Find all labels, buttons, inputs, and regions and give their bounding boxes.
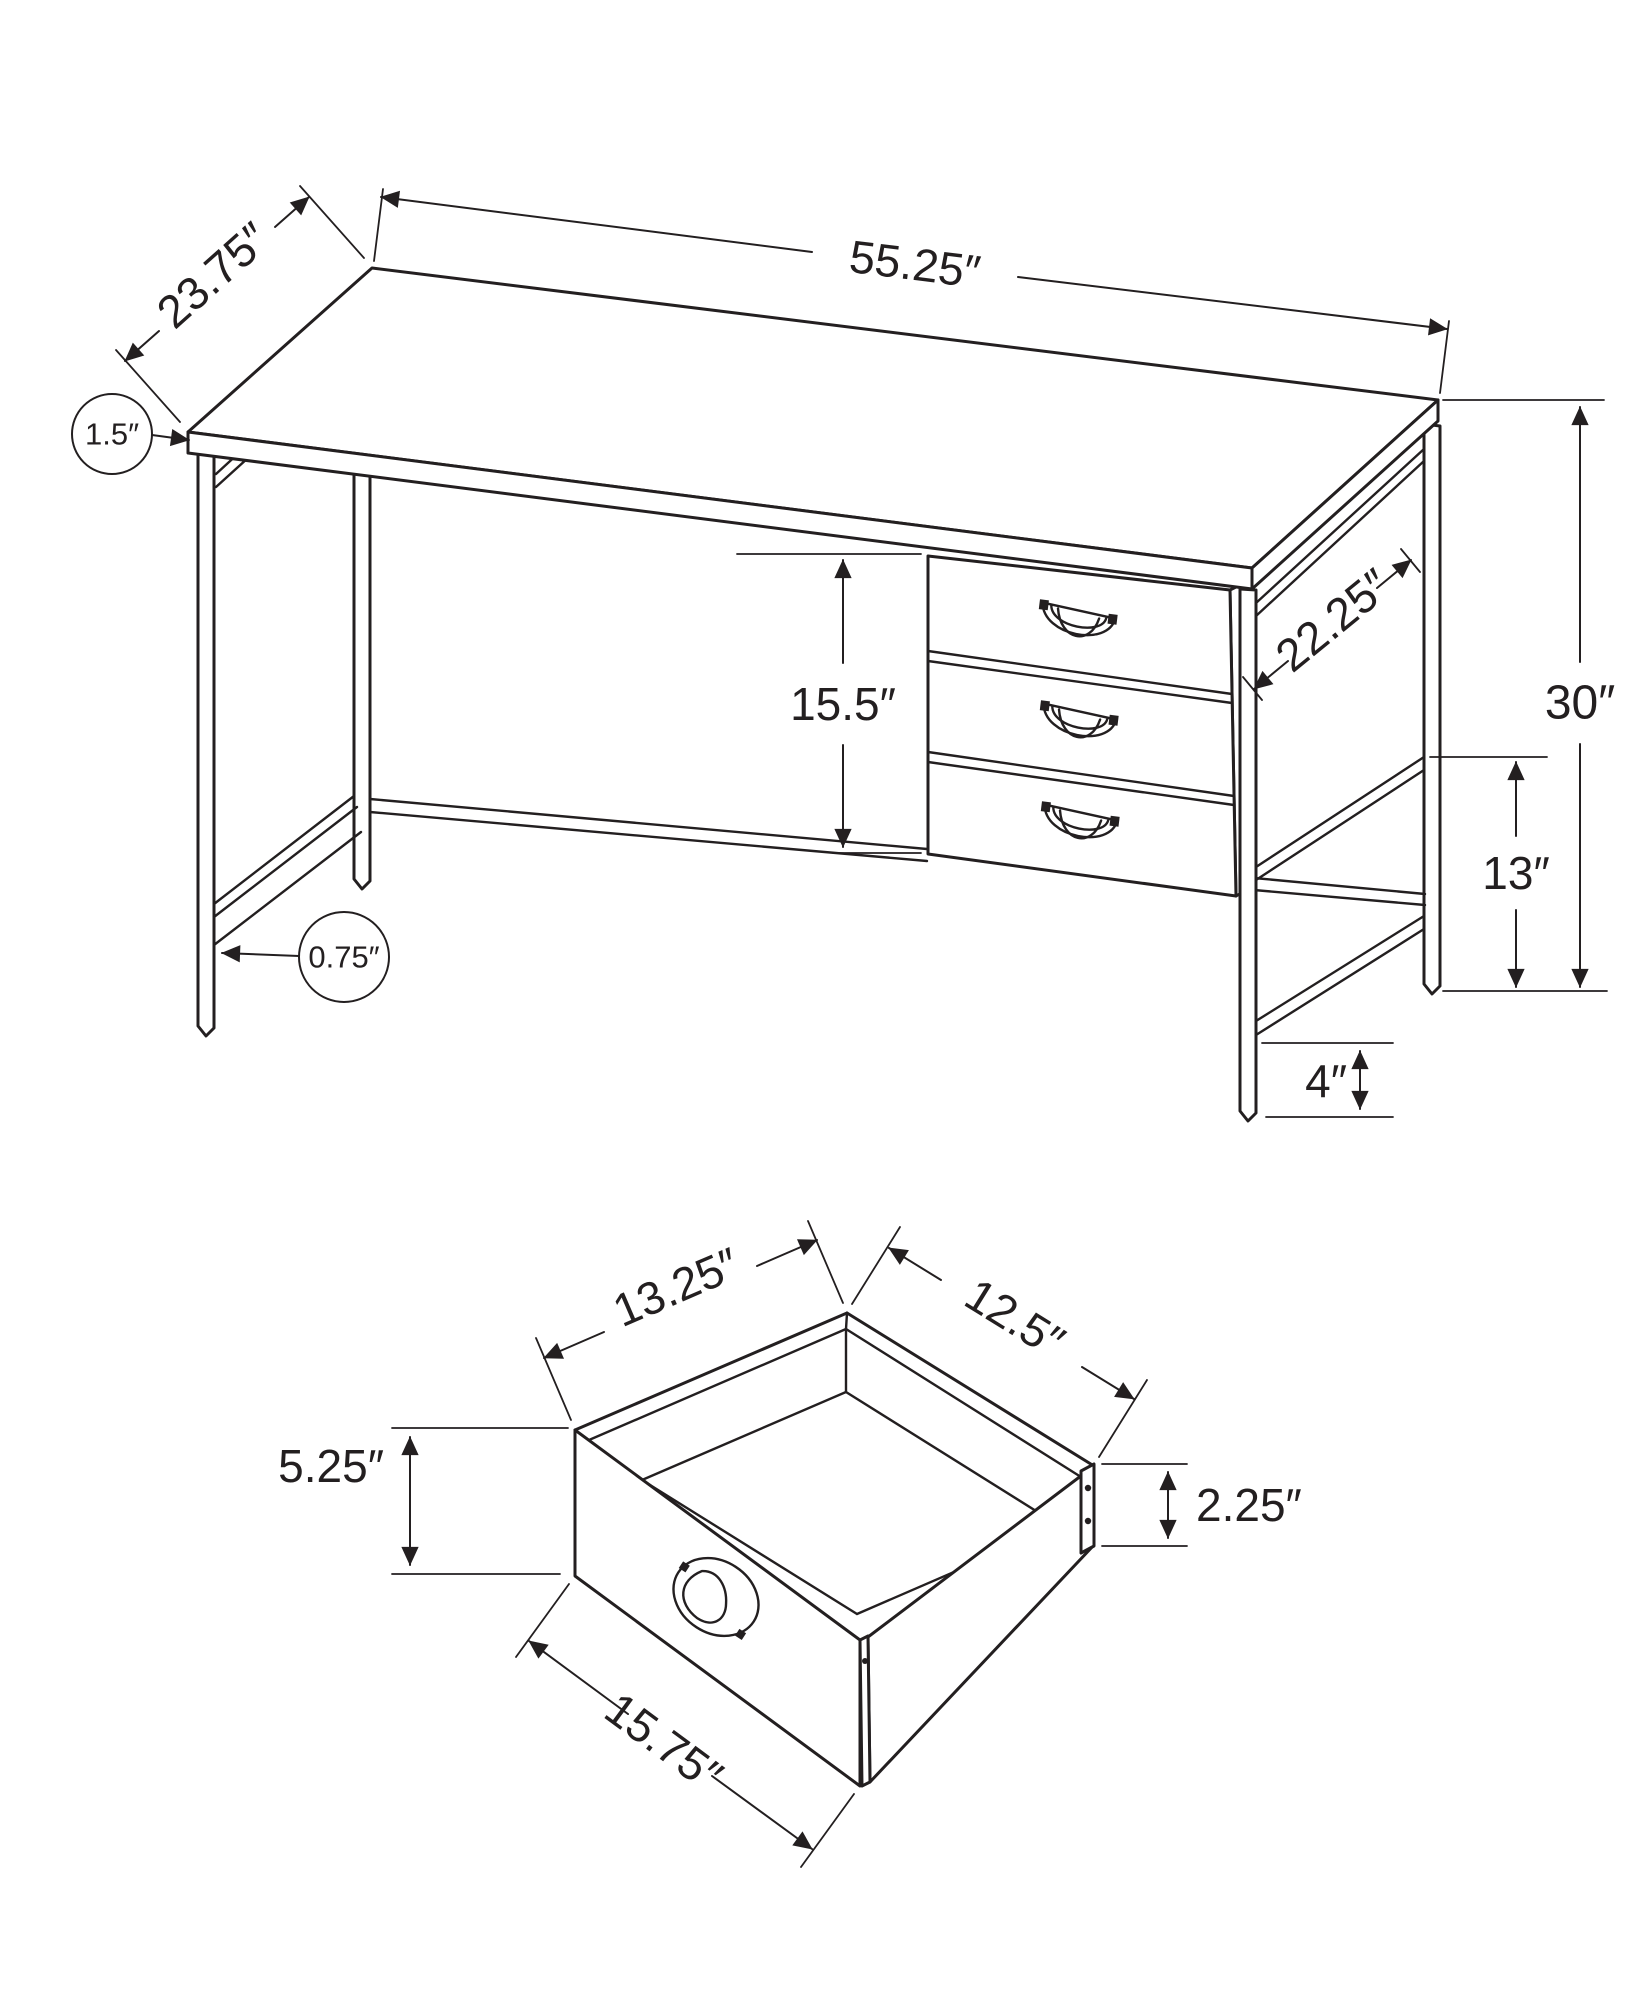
dim-top-length-label: 55.25″ [846,230,984,298]
desk-leg-front-right [1240,589,1256,1121]
dim-foot-clearance [1262,1043,1393,1117]
dim-stretcher-clearance [1430,757,1550,987]
dim-drawer-back-height-label: 2.25″ [1196,1479,1302,1531]
drawer-rim-left-inner [589,1329,846,1440]
dim-drawer-side-depth [536,1221,843,1420]
desk-foot-stretcher-right [1256,916,1424,1035]
drawer-rim-left [575,1313,847,1430]
drawer-back-panel-end [1081,1464,1094,1553]
drawer-back-corner [846,1313,847,1392]
screw-hole-icon [1085,1485,1091,1491]
desk-drawer-unit [928,556,1254,896]
dim-stretcher-clearance-label: 13″ [1482,847,1550,899]
dim-overall-height [1443,400,1615,991]
drawer-dimensions [278,1221,1302,1867]
drawer-unit-front [928,556,1236,896]
screw-hole-icon [862,1658,868,1664]
dim-drawer-unit-height-label: 15.5″ [790,678,896,730]
desk-leg-rear-right [1424,424,1440,994]
desk-leg-front-left [198,453,214,1036]
desk-diagram [72,186,1615,1121]
desk-back-stretcher [370,799,1425,905]
drawer-diagram [278,1221,1302,1867]
callout-top-thickness [72,394,189,474]
dim-drawer-front-height [278,1428,568,1574]
dim-top-depth-label: 23.75″ [146,211,280,339]
desk-side-rail-right [1256,757,1424,880]
callout-frame-thickness [222,912,389,1002]
desk-side-rail-left [214,796,361,945]
drawer-side-panel [868,1466,1094,1782]
dim-drawer-side-depth-label: 13.25″ [605,1237,747,1337]
dim-drawer-back-height [1102,1464,1302,1546]
dim-foot-clearance-label: 4″ [1305,1055,1347,1107]
dim-drawer-front-width-label: 15.75″ [595,1682,733,1802]
dim-overall-height-label: 30″ [1544,676,1616,730]
screw-hole-icon [1085,1518,1091,1524]
dim-frame-thickness-label: 0.75″ [308,939,380,975]
dim-drawer-back-width-label: 12.5″ [956,1268,1074,1368]
dim-drawer-front-height-label: 5.25″ [278,1440,384,1492]
dim-drawer-unit-height [737,554,921,853]
dim-side-depth-label: 22.25″ [1265,558,1401,682]
dim-top-thickness-label: 1.5″ [84,416,140,452]
